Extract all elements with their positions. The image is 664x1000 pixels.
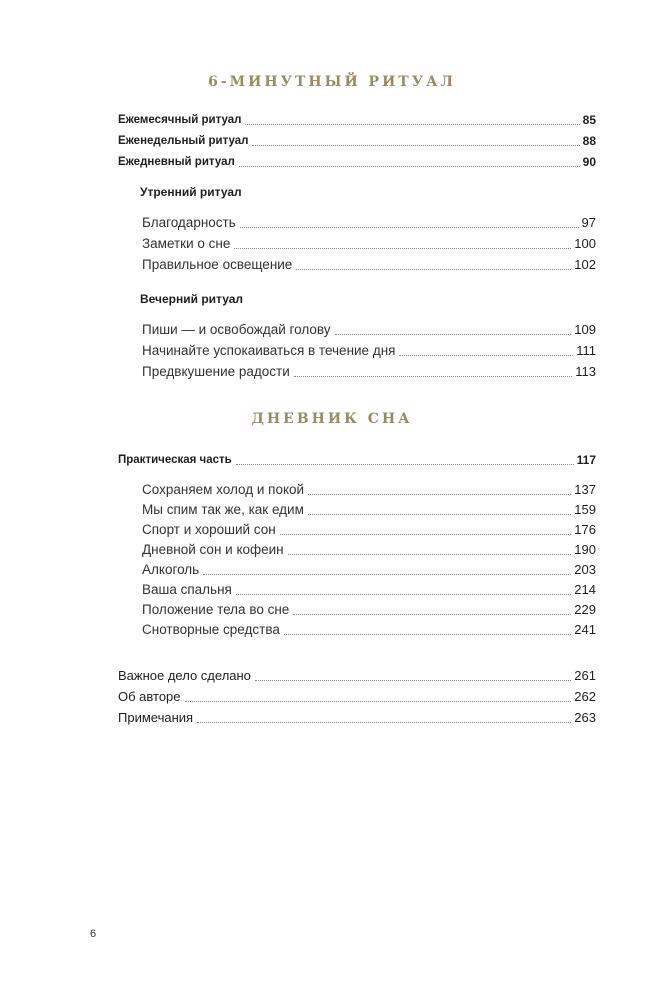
toc-entry-page: 159 <box>574 502 596 517</box>
dot-leader <box>234 248 571 249</box>
subheading-morning: Утренний ритуал <box>140 185 242 199</box>
dot-leader <box>296 269 571 270</box>
toc-entry-label: Снотворные средства <box>142 622 280 637</box>
toc-entry-page: 203 <box>574 562 596 577</box>
toc-entry[interactable] <box>118 108 596 128</box>
toc-entry-page: 229 <box>574 602 596 617</box>
toc-entry[interactable] <box>142 618 596 638</box>
toc-entry[interactable] <box>142 318 596 338</box>
dot-leader <box>288 554 572 555</box>
toc-entry-page: 85 <box>582 113 596 127</box>
toc-entry[interactable] <box>118 150 596 170</box>
toc-entry-label: Спорт и хороший сон <box>142 522 276 537</box>
toc-entry[interactable] <box>142 498 596 518</box>
toc-entry-label: Начинайте успокаиваться в течение дня <box>142 343 396 358</box>
toc-entry-page: 214 <box>574 582 596 597</box>
toc-entry-page: 137 <box>574 482 596 497</box>
toc-entry[interactable] <box>142 253 596 273</box>
toc-entry-label: Заметки о сне <box>142 236 231 251</box>
toc-entry[interactable] <box>118 706 596 726</box>
dot-leader <box>240 227 579 228</box>
toc-entry-label: Пиши — и освобождай голову <box>142 322 331 337</box>
dot-leader <box>294 376 573 377</box>
toc-entry-page: 113 <box>575 364 596 379</box>
toc-entry[interactable] <box>118 685 596 705</box>
toc-entry[interactable] <box>142 558 596 578</box>
toc-entry[interactable] <box>142 598 596 618</box>
toc-entry-label: Важное дело сделано <box>118 668 251 683</box>
toc-entry-label: Правильное освещение <box>142 257 293 272</box>
toc-entry[interactable] <box>142 578 596 598</box>
toc-entry-page: 262 <box>574 689 596 704</box>
toc-entry-label: Мы спим так же, как едим <box>142 502 304 517</box>
toc-entry[interactable] <box>142 339 596 359</box>
toc-entry[interactable] <box>142 538 596 558</box>
toc-entry-page: 88 <box>582 134 596 148</box>
toc-entry[interactable] <box>142 360 596 380</box>
toc-entry-label: Положение тела во сне <box>142 602 290 617</box>
section-title-diary: ДНЕВНИК СНА <box>251 411 413 427</box>
toc-entry[interactable] <box>142 478 596 498</box>
toc-entry-label: Ваша спальня <box>142 582 232 597</box>
toc-entry-page: 176 <box>574 522 596 537</box>
dot-leader <box>293 614 571 615</box>
toc-entry-page: 97 <box>581 215 596 230</box>
toc-entry-page: 90 <box>582 155 596 169</box>
dot-leader <box>239 166 580 167</box>
toc-entry-page: 190 <box>574 542 596 557</box>
toc-entry[interactable] <box>142 211 596 231</box>
toc-entry-page: 102 <box>574 257 596 272</box>
dot-leader <box>197 722 571 723</box>
toc-entry[interactable] <box>118 129 596 149</box>
dot-leader <box>335 334 572 335</box>
toc-entry[interactable] <box>142 518 596 538</box>
toc-entry[interactable] <box>142 232 596 252</box>
dot-leader <box>245 124 579 125</box>
page-number: 6 <box>90 928 97 940</box>
toc-entry[interactable] <box>118 664 596 684</box>
toc-entry[interactable] <box>118 448 596 468</box>
toc-entry-label: Сохраняем холод и покой <box>142 482 305 497</box>
dot-leader <box>280 534 572 535</box>
toc-entry-page: 111 <box>576 343 596 358</box>
section-title-ritual: 6-МИНУТНЫЙ РИТУАЛ <box>208 74 456 90</box>
toc-entry-label: Еженедельный ритуал <box>118 135 249 147</box>
dot-leader <box>284 634 571 635</box>
dot-leader <box>399 355 573 356</box>
toc-entry-label: Ежемесячный ритуал <box>118 114 242 126</box>
toc-entry-page: 117 <box>576 453 596 467</box>
toc-entry-label: Дневной сон и кофеин <box>142 542 284 557</box>
dot-leader <box>308 494 571 495</box>
dot-leader <box>185 701 572 702</box>
toc-entry-label: Практическая часть <box>118 454 232 466</box>
dot-leader <box>236 594 571 595</box>
toc-entry-page: 100 <box>574 236 596 251</box>
toc-entry-page: 261 <box>574 668 596 683</box>
toc-entry-label: Предвкушение радости <box>142 364 290 379</box>
subheading-evening: Вечерний ритуал <box>140 292 244 306</box>
toc-entry-label: Ежедневный ритуал <box>118 156 235 168</box>
dot-leader <box>236 464 574 465</box>
dot-leader <box>252 145 579 146</box>
toc-entry-page: 263 <box>574 710 596 725</box>
toc-entry-label: Алкоголь <box>142 562 200 577</box>
toc-entry-label: Об авторе <box>118 689 181 704</box>
toc-entry-label: Благодарность <box>142 215 236 230</box>
dot-leader <box>203 574 571 575</box>
toc-entry-page: 241 <box>574 622 596 637</box>
dot-leader <box>255 680 571 681</box>
toc-entry-label: Примечания <box>118 710 194 725</box>
dot-leader <box>308 514 571 515</box>
toc-entry-page: 109 <box>574 322 596 337</box>
